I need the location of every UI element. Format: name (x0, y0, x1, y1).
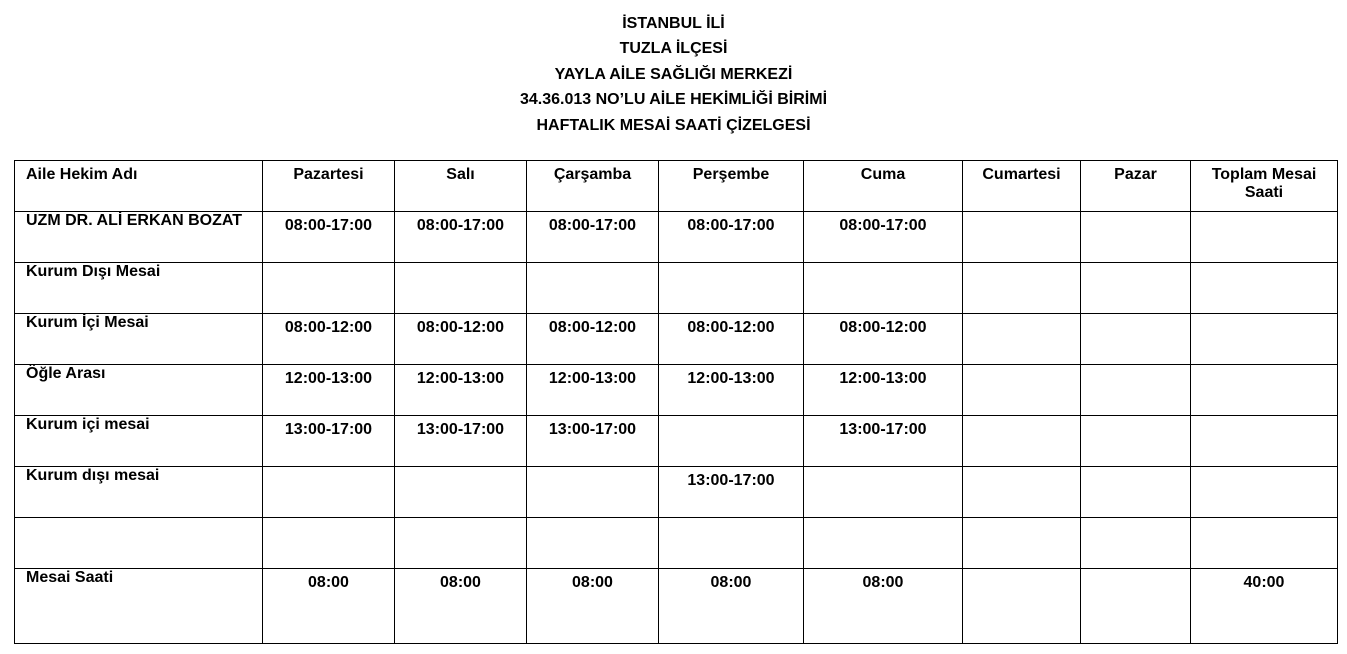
row-label: Öğle Arası (15, 365, 263, 416)
cell-thursday: 08:00-12:00 (659, 314, 804, 365)
cell-total: 40:00 (1191, 569, 1338, 644)
cell-monday: 08:00-12:00 (263, 314, 395, 365)
cell-wednesday: 12:00-13:00 (527, 365, 659, 416)
header-district: TUZLA İLÇESİ (619, 40, 728, 58)
cell-monday (263, 467, 395, 518)
header-province: İSTANBUL İLİ (622, 15, 725, 32)
row-label: Kurum Dışı Mesai (15, 263, 263, 314)
cell-thursday: 08:00 (659, 569, 804, 644)
cell-sunday (1081, 212, 1191, 263)
cell-monday (263, 263, 395, 314)
column-header-tuesday: Salı (395, 161, 527, 212)
cell-monday (263, 518, 395, 569)
header-health-center: YAYLA AİLE SAĞLIĞI MERKEZİ (554, 65, 793, 83)
cell-tuesday: 08:00-12:00 (395, 314, 527, 365)
cell-friday: 08:00 (804, 569, 963, 644)
cell-thursday (659, 263, 804, 314)
cell-saturday (963, 212, 1081, 263)
row-label (15, 518, 263, 569)
cell-saturday (963, 314, 1081, 365)
cell-sunday (1081, 365, 1191, 416)
cell-wednesday: 08:00-17:00 (527, 212, 659, 263)
cell-friday (804, 467, 963, 518)
column-header-monday: Pazartesi (263, 161, 395, 212)
cell-wednesday: 08:00 (527, 569, 659, 644)
row-label: Kurum içi mesai (15, 416, 263, 467)
cell-total (1191, 365, 1338, 416)
cell-total (1191, 416, 1338, 467)
cell-thursday: 12:00-13:00 (659, 365, 804, 416)
cell-monday: 08:00-17:00 (263, 212, 395, 263)
cell-total (1191, 518, 1338, 569)
external-hours-row (15, 263, 1338, 314)
column-header-thursday: Perşembe (659, 161, 804, 212)
weekly-schedule-table (14, 160, 1338, 644)
cell-friday: 08:00-12:00 (804, 314, 963, 365)
column-header-sunday: Pazar (1081, 161, 1191, 212)
cell-monday: 08:00 (263, 569, 395, 644)
physician-row (15, 212, 1338, 263)
cell-friday: 12:00-13:00 (804, 365, 963, 416)
cell-friday (804, 263, 963, 314)
cell-friday: 08:00-17:00 (804, 212, 963, 263)
cell-sunday (1081, 518, 1191, 569)
cell-total (1191, 263, 1338, 314)
row-label: Kurum İçi Mesai (15, 314, 263, 365)
cell-total (1191, 467, 1338, 518)
cell-tuesday: 08:00-17:00 (395, 212, 527, 263)
external-afternoon-row (15, 467, 1338, 518)
cell-saturday (963, 467, 1081, 518)
cell-sunday (1081, 263, 1191, 314)
empty-row (15, 518, 1338, 569)
cell-tuesday: 13:00-17:00 (395, 416, 527, 467)
cell-monday: 12:00-13:00 (263, 365, 395, 416)
cell-tuesday: 12:00-13:00 (395, 365, 527, 416)
row-label: Mesai Saati (15, 569, 263, 644)
internal-morning-row (15, 314, 1338, 365)
header-document-title: HAFTALIK MESAİ SAATİ ÇİZELGESİ (536, 116, 811, 134)
cell-wednesday (527, 518, 659, 569)
cell-tuesday (395, 467, 527, 518)
cell-sunday (1081, 314, 1191, 365)
cell-wednesday: 08:00-12:00 (527, 314, 659, 365)
cell-wednesday: 13:00-17:00 (527, 416, 659, 467)
cell-tuesday (395, 518, 527, 569)
lunch-break-row (15, 365, 1338, 416)
cell-thursday: 08:00-17:00 (659, 212, 804, 263)
cell-saturday (963, 263, 1081, 314)
cell-tuesday (395, 263, 527, 314)
cell-sunday (1081, 569, 1191, 644)
table-header-row (15, 161, 1338, 212)
cell-wednesday (527, 263, 659, 314)
total-hours-row (15, 569, 1338, 644)
column-header-saturday: Cumartesi (963, 161, 1081, 212)
document-header (0, 11, 1347, 138)
cell-thursday (659, 416, 804, 467)
cell-total (1191, 314, 1338, 365)
cell-saturday (963, 416, 1081, 467)
header-unit: 34.36.013 NO’LU AİLE HEKİMLİĞİ BİRİMİ (519, 91, 828, 109)
cell-tuesday: 08:00 (395, 569, 527, 644)
cell-saturday (963, 365, 1081, 416)
cell-sunday (1081, 416, 1191, 467)
row-label: Kurum dışı mesai (15, 467, 263, 518)
cell-monday: 13:00-17:00 (263, 416, 395, 467)
column-header-physician: Aile Hekim Adı (15, 161, 263, 212)
cell-friday (804, 518, 963, 569)
cell-friday: 13:00-17:00 (804, 416, 963, 467)
column-header-total-hours: Toplam Mesai Saati (1191, 161, 1338, 212)
row-label: UZM DR. ALİ ERKAN BOZAT (15, 212, 263, 263)
cell-thursday (659, 518, 804, 569)
cell-sunday (1081, 467, 1191, 518)
cell-total (1191, 212, 1338, 263)
column-header-wednesday: Çarşamba (527, 161, 659, 212)
column-header-friday: Cuma (804, 161, 963, 212)
cell-thursday: 13:00-17:00 (659, 467, 804, 518)
internal-afternoon-row (15, 416, 1338, 467)
cell-saturday (963, 518, 1081, 569)
cell-saturday (963, 569, 1081, 644)
cell-wednesday (527, 467, 659, 518)
